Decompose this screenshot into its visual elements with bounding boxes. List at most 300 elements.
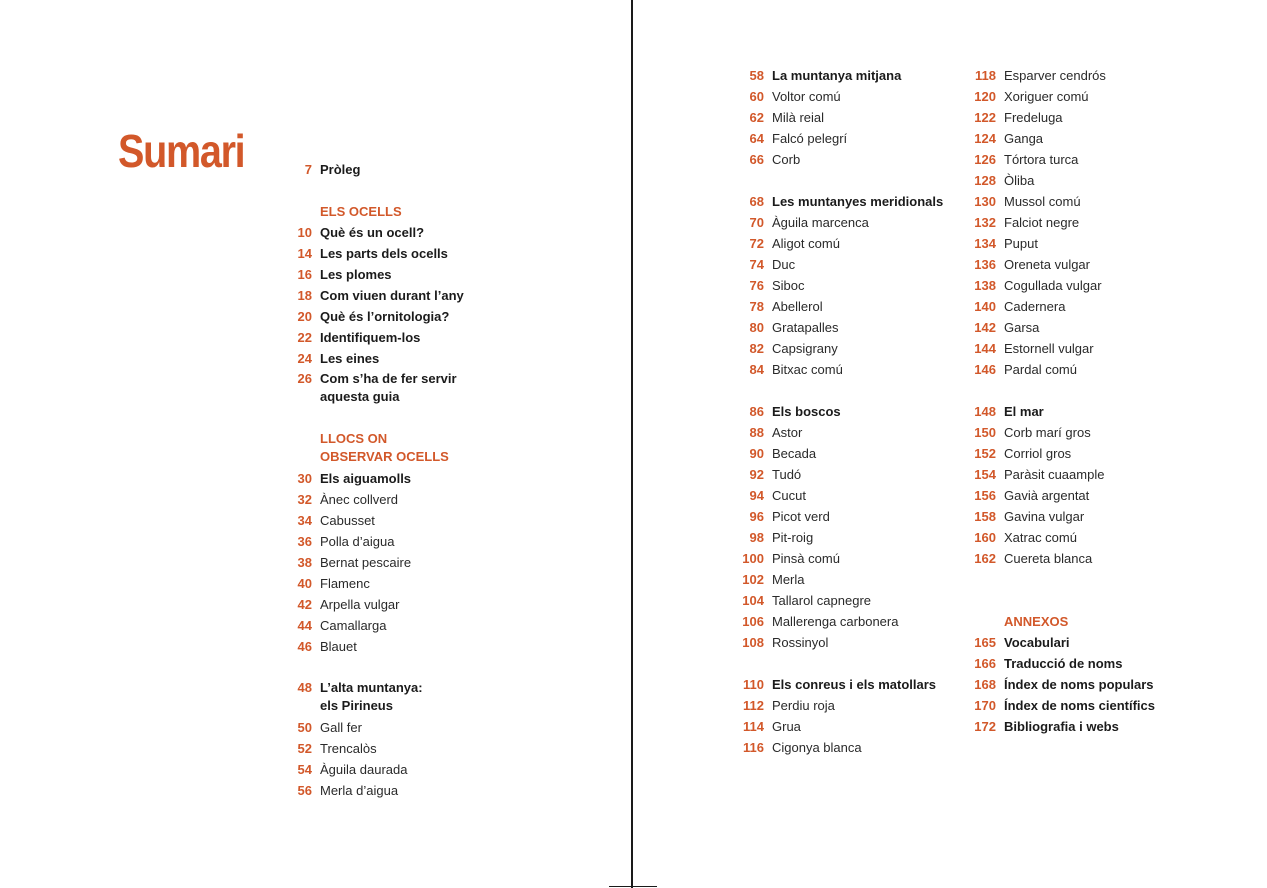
entry-title xyxy=(772,338,838,359)
toc-entry xyxy=(736,296,956,317)
entry-line: Les plomes xyxy=(320,267,392,282)
toc-entry xyxy=(290,489,550,510)
toc-entry xyxy=(736,254,956,275)
toc-entry xyxy=(736,737,956,758)
toc-entry xyxy=(736,233,956,254)
toc-entry xyxy=(290,264,550,285)
entry-line: Astor xyxy=(772,425,803,440)
toc-entry xyxy=(968,632,1188,653)
entry-title xyxy=(1004,86,1089,107)
page-number: 132 xyxy=(974,215,996,230)
entry-line: Mussol comú xyxy=(1004,194,1081,209)
toc-entry xyxy=(736,149,956,170)
toc-section-heading xyxy=(290,201,550,222)
page-number: 80 xyxy=(749,320,764,335)
spacer xyxy=(290,408,550,429)
toc-entry xyxy=(736,569,956,590)
page-number: 68 xyxy=(749,194,764,209)
entry-title xyxy=(772,695,835,716)
heading-line: LLOCS ON xyxy=(320,431,388,446)
entry-title xyxy=(772,569,805,590)
entry-title xyxy=(772,128,847,149)
entry-title xyxy=(320,510,375,531)
entry-title xyxy=(772,212,869,233)
entry-title xyxy=(1004,506,1084,527)
page-number: 64 xyxy=(749,131,764,146)
entry-line: Voltor comú xyxy=(772,89,841,104)
page-number: 126 xyxy=(974,152,996,167)
page-number: 112 xyxy=(743,698,764,713)
entry-title xyxy=(1004,401,1044,422)
toc-entry xyxy=(736,527,956,548)
toc-entry xyxy=(290,678,550,717)
entry-title xyxy=(1004,359,1077,380)
page-number: 18 xyxy=(297,288,312,303)
page-number: 166 xyxy=(974,656,996,671)
entry-line: Tudó xyxy=(772,467,802,482)
entry-line: Índex de noms científics xyxy=(1004,698,1155,713)
entry-title xyxy=(1004,191,1081,212)
toc-entry xyxy=(736,65,956,86)
entry-line: Flamenc xyxy=(320,576,370,591)
entry-title xyxy=(1004,695,1155,716)
entry-title xyxy=(772,590,871,611)
toc-column-3 xyxy=(968,65,1188,737)
entry-title xyxy=(320,594,400,615)
entry-line: Traducció de noms xyxy=(1004,656,1123,671)
entry-line: Abellerol xyxy=(772,299,823,314)
toc-entry xyxy=(290,615,550,636)
entry-title xyxy=(772,737,862,758)
page-number: 165 xyxy=(974,635,996,650)
toc-entry xyxy=(968,254,1188,275)
toc-entry xyxy=(736,443,956,464)
spacer xyxy=(290,180,550,201)
entry-line: Gavina vulgar xyxy=(1004,509,1085,524)
page-number: 98 xyxy=(749,530,764,545)
entry-title xyxy=(320,573,370,594)
entry-title xyxy=(320,679,423,715)
entry-line: Siboc xyxy=(772,278,805,293)
page-number: 146 xyxy=(974,362,996,377)
page-number: 38 xyxy=(297,555,312,570)
entry-title xyxy=(1004,107,1063,128)
entry-line: Xoriguer comú xyxy=(1004,89,1089,104)
page-number: 108 xyxy=(742,635,764,650)
toc-entry xyxy=(290,780,550,801)
spacer xyxy=(290,657,550,678)
entry-line: Grua xyxy=(772,719,801,734)
entry-line: Gratapalles xyxy=(772,320,839,335)
entry-title xyxy=(772,464,801,485)
entry-line: Cigonya blanca xyxy=(772,740,862,755)
entry-title xyxy=(772,401,841,422)
entry-title xyxy=(1004,653,1122,674)
entry-title xyxy=(1004,674,1154,695)
page-number: 156 xyxy=(974,488,996,503)
entry-title xyxy=(1004,548,1092,569)
page-number: 172 xyxy=(974,719,996,734)
page-number: 128 xyxy=(974,173,996,188)
entry-title xyxy=(320,780,398,801)
page-number: 118 xyxy=(975,68,996,83)
entry-line: Perdiu roja xyxy=(772,698,835,713)
page-number: 52 xyxy=(297,741,312,756)
toc-entry xyxy=(736,611,956,632)
toc-entry xyxy=(736,401,956,422)
entry-title xyxy=(320,615,386,636)
entry-line: Identifiquem-los xyxy=(320,330,421,345)
page-number: 150 xyxy=(974,425,996,440)
toc-entry xyxy=(736,359,956,380)
toc-entry xyxy=(968,275,1188,296)
entry-line: Tórtora turca xyxy=(1004,152,1079,167)
toc-entry xyxy=(290,531,550,552)
entry-line: Corb xyxy=(772,152,801,167)
entry-line: Bibliografia i webs xyxy=(1004,719,1119,734)
entry-line: Oreneta vulgar xyxy=(1004,257,1090,272)
page-number: 148 xyxy=(974,404,996,419)
entry-line: Com viuen durant l’any xyxy=(320,288,464,303)
entry-title xyxy=(320,348,379,369)
section-heading-text xyxy=(1004,611,1068,632)
page-number: 170 xyxy=(974,698,996,713)
toc-entry xyxy=(736,191,956,212)
toc-entry xyxy=(290,369,550,408)
toc-entry xyxy=(736,485,956,506)
entry-title xyxy=(1004,65,1106,86)
entry-title xyxy=(772,86,841,107)
entry-title xyxy=(772,107,824,128)
page-number: 22 xyxy=(297,330,312,345)
entry-line: Les parts dels ocells xyxy=(320,246,448,261)
toc-entry xyxy=(968,296,1188,317)
entry-title xyxy=(772,716,801,737)
entry-line: Falcó pelegrí xyxy=(772,131,848,146)
toc-entry xyxy=(290,468,550,489)
entry-title xyxy=(320,222,424,243)
entry-title xyxy=(772,191,943,212)
entry-title xyxy=(320,636,357,657)
entry-title xyxy=(320,738,377,759)
toc-entry xyxy=(968,674,1188,695)
entry-line: Vocabulari xyxy=(1004,635,1070,650)
entry-line: Cadernera xyxy=(1004,299,1066,314)
toc-entry xyxy=(290,243,550,264)
toc-entry xyxy=(968,128,1188,149)
page-number: 140 xyxy=(974,299,996,314)
entry-title xyxy=(1004,233,1038,254)
spacer xyxy=(736,653,956,674)
section-heading-text xyxy=(320,201,402,222)
page-number: 44 xyxy=(297,618,312,633)
entry-line: Becada xyxy=(772,446,817,461)
page-number: 10 xyxy=(297,225,312,240)
toc-entry xyxy=(736,674,956,695)
entry-line: Xatrac comú xyxy=(1004,530,1077,545)
entry-title xyxy=(1004,338,1094,359)
entry-line: Rossinyol xyxy=(772,635,829,650)
toc-entry xyxy=(968,653,1188,674)
toc-entry xyxy=(736,128,956,149)
entry-line: Tallarol capnegre xyxy=(772,593,872,608)
toc-entry xyxy=(290,510,550,531)
toc-entry xyxy=(290,552,550,573)
entry-line: Picot verd xyxy=(772,509,830,524)
entry-line: Gavià argentat xyxy=(1004,488,1090,503)
entry-line: Pardal comú xyxy=(1004,362,1077,377)
page-number: 144 xyxy=(974,341,996,356)
entry-line: Garsa xyxy=(1004,320,1040,335)
entry-line: Gall fer xyxy=(320,720,362,735)
entry-title xyxy=(1004,485,1089,506)
spacer xyxy=(968,590,1188,611)
entry-title xyxy=(320,264,392,285)
entry-title xyxy=(772,296,823,317)
toc-entry xyxy=(290,759,550,780)
toc-entry xyxy=(968,422,1188,443)
entry-title xyxy=(772,359,843,380)
page-number: 16 xyxy=(297,267,312,282)
entry-line: Què és un ocell? xyxy=(320,225,425,240)
entry-title xyxy=(772,611,898,632)
entry-line: Pinsà comú xyxy=(772,551,840,566)
toc-entry xyxy=(968,464,1188,485)
entry-title xyxy=(772,233,840,254)
toc-entry xyxy=(736,548,956,569)
page-number: 138 xyxy=(974,278,996,293)
entry-title xyxy=(1004,317,1039,338)
page-number: 130 xyxy=(974,194,996,209)
page-number: 94 xyxy=(749,488,764,503)
toc-entry xyxy=(968,212,1188,233)
entry-title xyxy=(1004,254,1090,275)
page-number: 114 xyxy=(743,719,764,734)
toc-entry xyxy=(968,506,1188,527)
page-number: 158 xyxy=(974,509,996,524)
entry-line: Cabusset xyxy=(320,513,375,528)
page-number: 168 xyxy=(974,677,996,692)
entry-title xyxy=(1004,443,1071,464)
entry-line: Àguila marcenca xyxy=(772,215,869,230)
toc-entry xyxy=(968,170,1188,191)
toc-section-heading xyxy=(290,429,550,468)
entry-line: Falciot negre xyxy=(1004,215,1080,230)
page-number: 92 xyxy=(749,467,764,482)
page-number: 162 xyxy=(974,551,996,566)
entry-line: Ganga xyxy=(1004,131,1044,146)
toc-entry xyxy=(736,86,956,107)
entry-line: Esparver cendrós xyxy=(1004,68,1106,83)
entry-line: Duc xyxy=(772,257,796,272)
entry-line: Capsigrany xyxy=(772,341,838,356)
spine-foot-mark xyxy=(609,886,657,887)
page-number: 154 xyxy=(974,467,996,482)
toc-entry xyxy=(736,107,956,128)
toc-entry xyxy=(968,485,1188,506)
page-number: 152 xyxy=(974,446,996,461)
entry-line: Índex de noms populars xyxy=(1004,677,1154,692)
toc-entry xyxy=(290,636,550,657)
entry-title xyxy=(772,65,901,86)
page-number: 84 xyxy=(749,362,764,377)
page-number: 102 xyxy=(742,572,764,587)
entry-title xyxy=(1004,296,1065,317)
entry-line: Òliba xyxy=(1004,173,1035,188)
page-number: 46 xyxy=(297,639,312,654)
spacer xyxy=(968,380,1188,401)
toc-entry xyxy=(736,590,956,611)
page-number: 142 xyxy=(974,320,996,335)
page-number: 36 xyxy=(297,534,312,549)
entry-title xyxy=(772,548,840,569)
page-title: Sumari xyxy=(118,125,245,177)
toc-entry xyxy=(736,464,956,485)
page-number: 26 xyxy=(297,371,312,386)
entry-line: Mallerenga carbonera xyxy=(772,614,899,629)
page-number: 56 xyxy=(297,783,312,798)
page-number: 54 xyxy=(297,762,312,777)
page-number: 48 xyxy=(297,680,312,695)
entry-title xyxy=(772,674,936,695)
toc-entry xyxy=(290,594,550,615)
entry-line: Estornell vulgar xyxy=(1004,341,1094,356)
page-number: 30 xyxy=(297,471,312,486)
entry-line: Ànec collverd xyxy=(320,492,399,507)
toc-entry xyxy=(968,401,1188,422)
spacer xyxy=(736,380,956,401)
entry-line: Els aiguamolls xyxy=(320,471,412,486)
entry-title xyxy=(772,275,805,296)
page-number: 62 xyxy=(749,110,764,125)
page-number: 124 xyxy=(974,131,996,146)
toc-entry xyxy=(736,317,956,338)
entry-line: Pit-roig xyxy=(772,530,814,545)
entry-line: Cuereta blanca xyxy=(1004,551,1093,566)
toc-entry xyxy=(968,317,1188,338)
entry-title xyxy=(772,443,816,464)
page-number: 106 xyxy=(742,614,764,629)
toc-entry xyxy=(968,716,1188,737)
page-number: 58 xyxy=(749,68,764,83)
page-number: 50 xyxy=(297,720,312,735)
entry-line-2: aquesta guia xyxy=(320,389,400,404)
page-number: 34 xyxy=(297,513,312,528)
entry-line: Les eines xyxy=(320,351,380,366)
page-number: 40 xyxy=(297,576,312,591)
page-number: 104 xyxy=(742,593,764,608)
entry-line: La muntanya mitjana xyxy=(772,68,902,83)
heading-line-2: OBSERVAR OCELLS xyxy=(320,449,449,464)
entry-title xyxy=(1004,212,1079,233)
page-number: 7 xyxy=(304,162,312,177)
toc-entry xyxy=(290,717,550,738)
entry-line: Milà reial xyxy=(772,110,825,125)
entry-title xyxy=(320,327,420,348)
page-number: 100 xyxy=(742,551,764,566)
entry-line: Corb marí gros xyxy=(1004,425,1091,440)
entry-line: Fredeluga xyxy=(1004,110,1063,125)
entry-line: Cogullada vulgar xyxy=(1004,278,1102,293)
toc-entry xyxy=(968,695,1188,716)
toc-entry xyxy=(290,159,550,180)
page-number: 136 xyxy=(974,257,996,272)
entry-line: Blauet xyxy=(320,639,357,654)
entry-title xyxy=(320,468,411,489)
heading-line: ANNEXOS xyxy=(1004,614,1069,629)
page-number: 14 xyxy=(297,246,312,261)
page-number: 70 xyxy=(749,215,764,230)
toc-entry xyxy=(290,306,550,327)
toc-column-2 xyxy=(736,65,956,758)
page-number: 110 xyxy=(743,677,764,692)
entry-line: Bitxac comú xyxy=(772,362,843,377)
entry-title xyxy=(1004,422,1091,443)
entry-title xyxy=(1004,170,1034,191)
page-number: 122 xyxy=(974,110,996,125)
entry-line: Els conreus i els matollars xyxy=(772,677,937,692)
toc-column-1 xyxy=(290,159,550,801)
toc-entry xyxy=(736,506,956,527)
entry-line: Aligot comú xyxy=(772,236,840,251)
toc-entry xyxy=(290,222,550,243)
entry-line: Polla d’aigua xyxy=(320,534,395,549)
toc-entry xyxy=(736,212,956,233)
entry-title xyxy=(772,254,795,275)
entry-title xyxy=(772,422,802,443)
toc-entry xyxy=(290,327,550,348)
page-number: 116 xyxy=(743,740,764,755)
toc-entry xyxy=(736,338,956,359)
page-number: 134 xyxy=(974,236,996,251)
entry-line: L’alta muntanya: xyxy=(320,680,423,695)
toc-entry xyxy=(968,233,1188,254)
toc-entry xyxy=(736,632,956,653)
page-number: 78 xyxy=(749,299,764,314)
entry-title xyxy=(320,552,411,573)
entry-line: Merla d’aigua xyxy=(320,783,399,798)
entry-title xyxy=(1004,149,1078,170)
toc-entry xyxy=(968,548,1188,569)
spacer xyxy=(968,569,1188,590)
entry-title xyxy=(1004,632,1070,653)
section-heading-text xyxy=(320,430,449,466)
page-number: 24 xyxy=(297,351,312,366)
toc-entry xyxy=(290,348,550,369)
entry-line: Què és l’ornitologia? xyxy=(320,309,450,324)
toc-entry xyxy=(968,527,1188,548)
entry-line: Camallarga xyxy=(320,618,387,633)
entry-line: Com s’ha de fer servir xyxy=(320,371,457,386)
entry-title xyxy=(1004,527,1077,548)
toc-entry xyxy=(968,149,1188,170)
entry-title xyxy=(772,149,800,170)
entry-title xyxy=(320,370,457,406)
entry-line: Les muntanyes meridionals xyxy=(772,194,944,209)
entry-title xyxy=(1004,128,1043,149)
toc-entry xyxy=(736,275,956,296)
entry-title xyxy=(772,506,830,527)
page-number: 88 xyxy=(749,425,764,440)
toc-entry xyxy=(968,338,1188,359)
entry-line-2: els Pirineus xyxy=(320,698,393,713)
page-number: 42 xyxy=(297,597,312,612)
entry-title xyxy=(772,527,813,548)
toc-entry xyxy=(290,573,550,594)
entry-title xyxy=(1004,716,1119,737)
entry-title xyxy=(320,717,362,738)
page-number: 86 xyxy=(749,404,764,419)
